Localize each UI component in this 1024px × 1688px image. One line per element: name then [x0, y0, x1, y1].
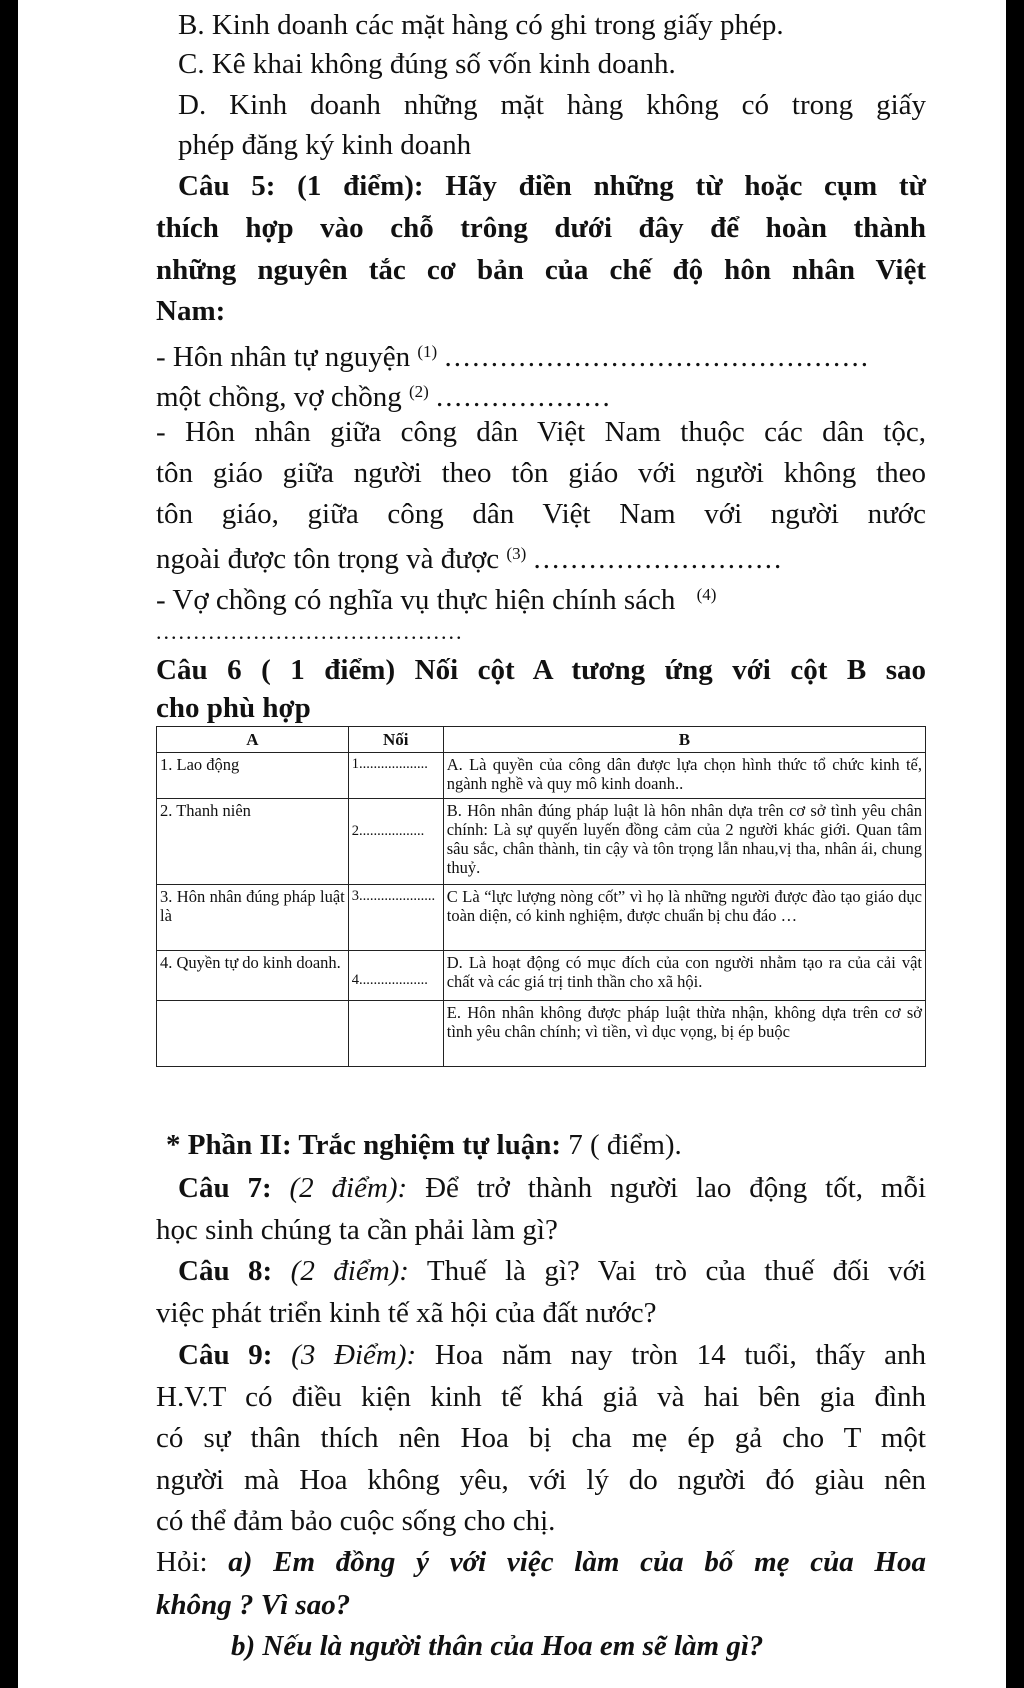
q9-line5: có thể đảm bảo cuộc sống cho chị. [156, 1505, 556, 1537]
fill-blank-4[interactable]: ......................................... [156, 619, 464, 644]
blank-marker-2: (2) [408, 382, 429, 401]
table-row [157, 799, 926, 885]
q8-line1 [178, 1253, 926, 1289]
q9-line1 [178, 1337, 926, 1373]
cau5-title-line4: Nam: [156, 295, 226, 327]
part2-title-rest: 7 ( điểm). [560, 1129, 682, 1161]
q8-label: Câu 8: [178, 1255, 273, 1287]
fill-blank-1[interactable]: .............................................. [444, 341, 870, 373]
cau5-text1: - Hôn nhân tự nguyện [156, 341, 411, 373]
option-d-line2: phép đăng ký kinh doanh [178, 129, 472, 161]
header-noi: Nối [348, 727, 443, 753]
match-input[interactable]: 1................... [348, 753, 443, 799]
cell-b: B. Hôn nhân đúng pháp luật là hôn nhân dựa trên cơ sở tình yêu chân chính: Là sự quyến luyến đồng cảm của 2 người khác giới. Quan tâm sâu sắc, chân thành, tin cậy và tôn trọng lẫn nhau,vị tha, nhân ái, chung thuỷ. [443, 799, 925, 885]
q7-text1: Để trở thành người lao động tốt, mỗi [407, 1172, 927, 1204]
cau5-blank4-line [156, 577, 716, 618]
cau6-title-line2: cho phù hợp [156, 692, 311, 724]
cell-a: 3. Hôn nhân đúng pháp luật là [157, 885, 349, 951]
fill-blank-3[interactable]: ........................... [533, 543, 784, 575]
cell-a [157, 1001, 349, 1067]
q9-text1: Hoa năm nay tròn 14 tuổi, thấy anh [416, 1339, 926, 1371]
cell-b: C Là “lực lượng nòng cốt” vì họ là những người được đào tạo giáo dục toàn diện, có kinh nghiệm, được chuẩn bị chu đáo … [443, 885, 925, 951]
ask-b: b) Nếu là người thân của Hoa em sẽ làm gì? [231, 1630, 764, 1662]
option-d-line1: D. Kinh doanh những mặt hàng không có trong giấy [178, 89, 926, 121]
matching-table [156, 726, 926, 1067]
table-row [157, 885, 926, 951]
option-b: B. Kinh doanh các mặt hàng có ghi trong giấy phép. [178, 9, 784, 41]
blank-marker-3: (3) [506, 544, 527, 563]
header-b: B [443, 727, 925, 753]
q7-points: (2 điểm): [271, 1172, 408, 1204]
q7-label: Câu 7: [178, 1172, 272, 1204]
q8-text1: Thuế là gì? Vai trò của thuế đối với [408, 1255, 927, 1287]
cau5-text7: - Vợ chồng có nghĩa vụ thực hiện chính sách [156, 584, 676, 616]
cau5-text2: một chồng, vợ chồng [156, 381, 402, 413]
table-row [157, 951, 926, 1001]
cell-b: D. Là hoạt động có mục đích của con người nhằm tạo ra của cải vật chất và các giá trị tinh thần cho xã hội. [443, 951, 925, 1001]
blank-marker-1: (1) [417, 342, 438, 361]
cau5-blank1-line [156, 334, 870, 375]
q7-line1 [178, 1170, 926, 1206]
cell-a: 1. Lao động [157, 753, 349, 799]
match-input[interactable]: 2.................. [348, 799, 443, 885]
cell-a: 4. Quyền tự do kinh doanh. [157, 951, 349, 1001]
cau5-text3: - Hôn nhân giữa công dân Việt Nam thuộc các dân tộc, [156, 416, 926, 448]
table-row [157, 1001, 926, 1067]
q9-line3: có sự thân thích nên Hoa bị cha mẹ ép gả cho T một [156, 1422, 926, 1454]
cau5-blank2-line [156, 374, 612, 415]
ask-label: Hỏi: [156, 1546, 229, 1578]
option-c: C. Kê khai không đúng số vốn kinh doanh. [178, 48, 676, 80]
q8-points: (2 điểm): [272, 1255, 409, 1287]
fill-blank-2[interactable]: ................... [436, 381, 612, 413]
table-row [157, 753, 926, 799]
cell-a: 2. Thanh niên [157, 799, 349, 885]
cell-b: E. Hôn nhân không được pháp luật thừa nhận, không dựa trên cơ sở tình yêu chân chính; vì tiền, vì dục vọng, bị ép buộc [443, 1001, 925, 1067]
part2-title-bold: * Phần II: Trắc nghiệm tự luận: [166, 1129, 561, 1161]
match-input [348, 1001, 443, 1067]
ask-a-text1: a) Em đồng ý với việc làm của bố mẹ của Hoa [228, 1546, 926, 1578]
match-input[interactable]: 3..................... [348, 885, 443, 951]
cell-b: A. Là quyền của công dân được lựa chọn hình thức tổ chức kinh tế, ngành nghề và quy mô kinh doanh.. [443, 753, 925, 799]
q9-line4: người mà Hoa không yêu, với lý do người đó giàu nên [156, 1464, 926, 1496]
ask-line1 [156, 1544, 926, 1580]
q9-points: (3 Điểm): [272, 1339, 417, 1371]
document-page [18, 0, 1006, 1688]
part2-title [166, 1127, 682, 1163]
cau5-text6: ngoài được tôn trọng và được [156, 543, 500, 575]
cau5-title-line3: những nguyên tắc cơ bản của chế độ hôn nhân Việt [156, 254, 926, 286]
cau5-title-line2: thích hợp vào chỗ trông dưới đây để hoàn thành [156, 212, 926, 244]
q9-line2: H.V.T có điều kiện kinh tế khá giả và hai bên gia đình [156, 1381, 926, 1413]
cau6-title-line1: Câu 6 ( 1 điểm) Nối cột A tương ứng với cột B sao [156, 654, 926, 686]
cau5-text5: tôn giáo, giữa công dân Việt Nam với người nước [156, 498, 926, 530]
table-header-row [157, 727, 926, 753]
blank-marker-4: (4) [696, 585, 717, 604]
ask-a-line2: không ? Vì sao? [156, 1589, 351, 1621]
header-a: A [157, 727, 349, 753]
match-input[interactable]: 4................... [348, 951, 443, 1001]
q7-line2: học sinh chúng ta cần phải làm gì? [156, 1214, 558, 1246]
cau5-title-line1: Câu 5: (1 điểm): Hãy điền những từ hoặc cụm từ [178, 170, 926, 202]
q9-label: Câu 9: [178, 1339, 273, 1371]
cau5-text4: tôn giáo giữa người theo tôn giáo với người không theo [156, 457, 926, 489]
q8-line2: việc phát triển kinh tế xã hội của đất nước? [156, 1297, 657, 1329]
cau5-blank3-line [156, 536, 783, 577]
